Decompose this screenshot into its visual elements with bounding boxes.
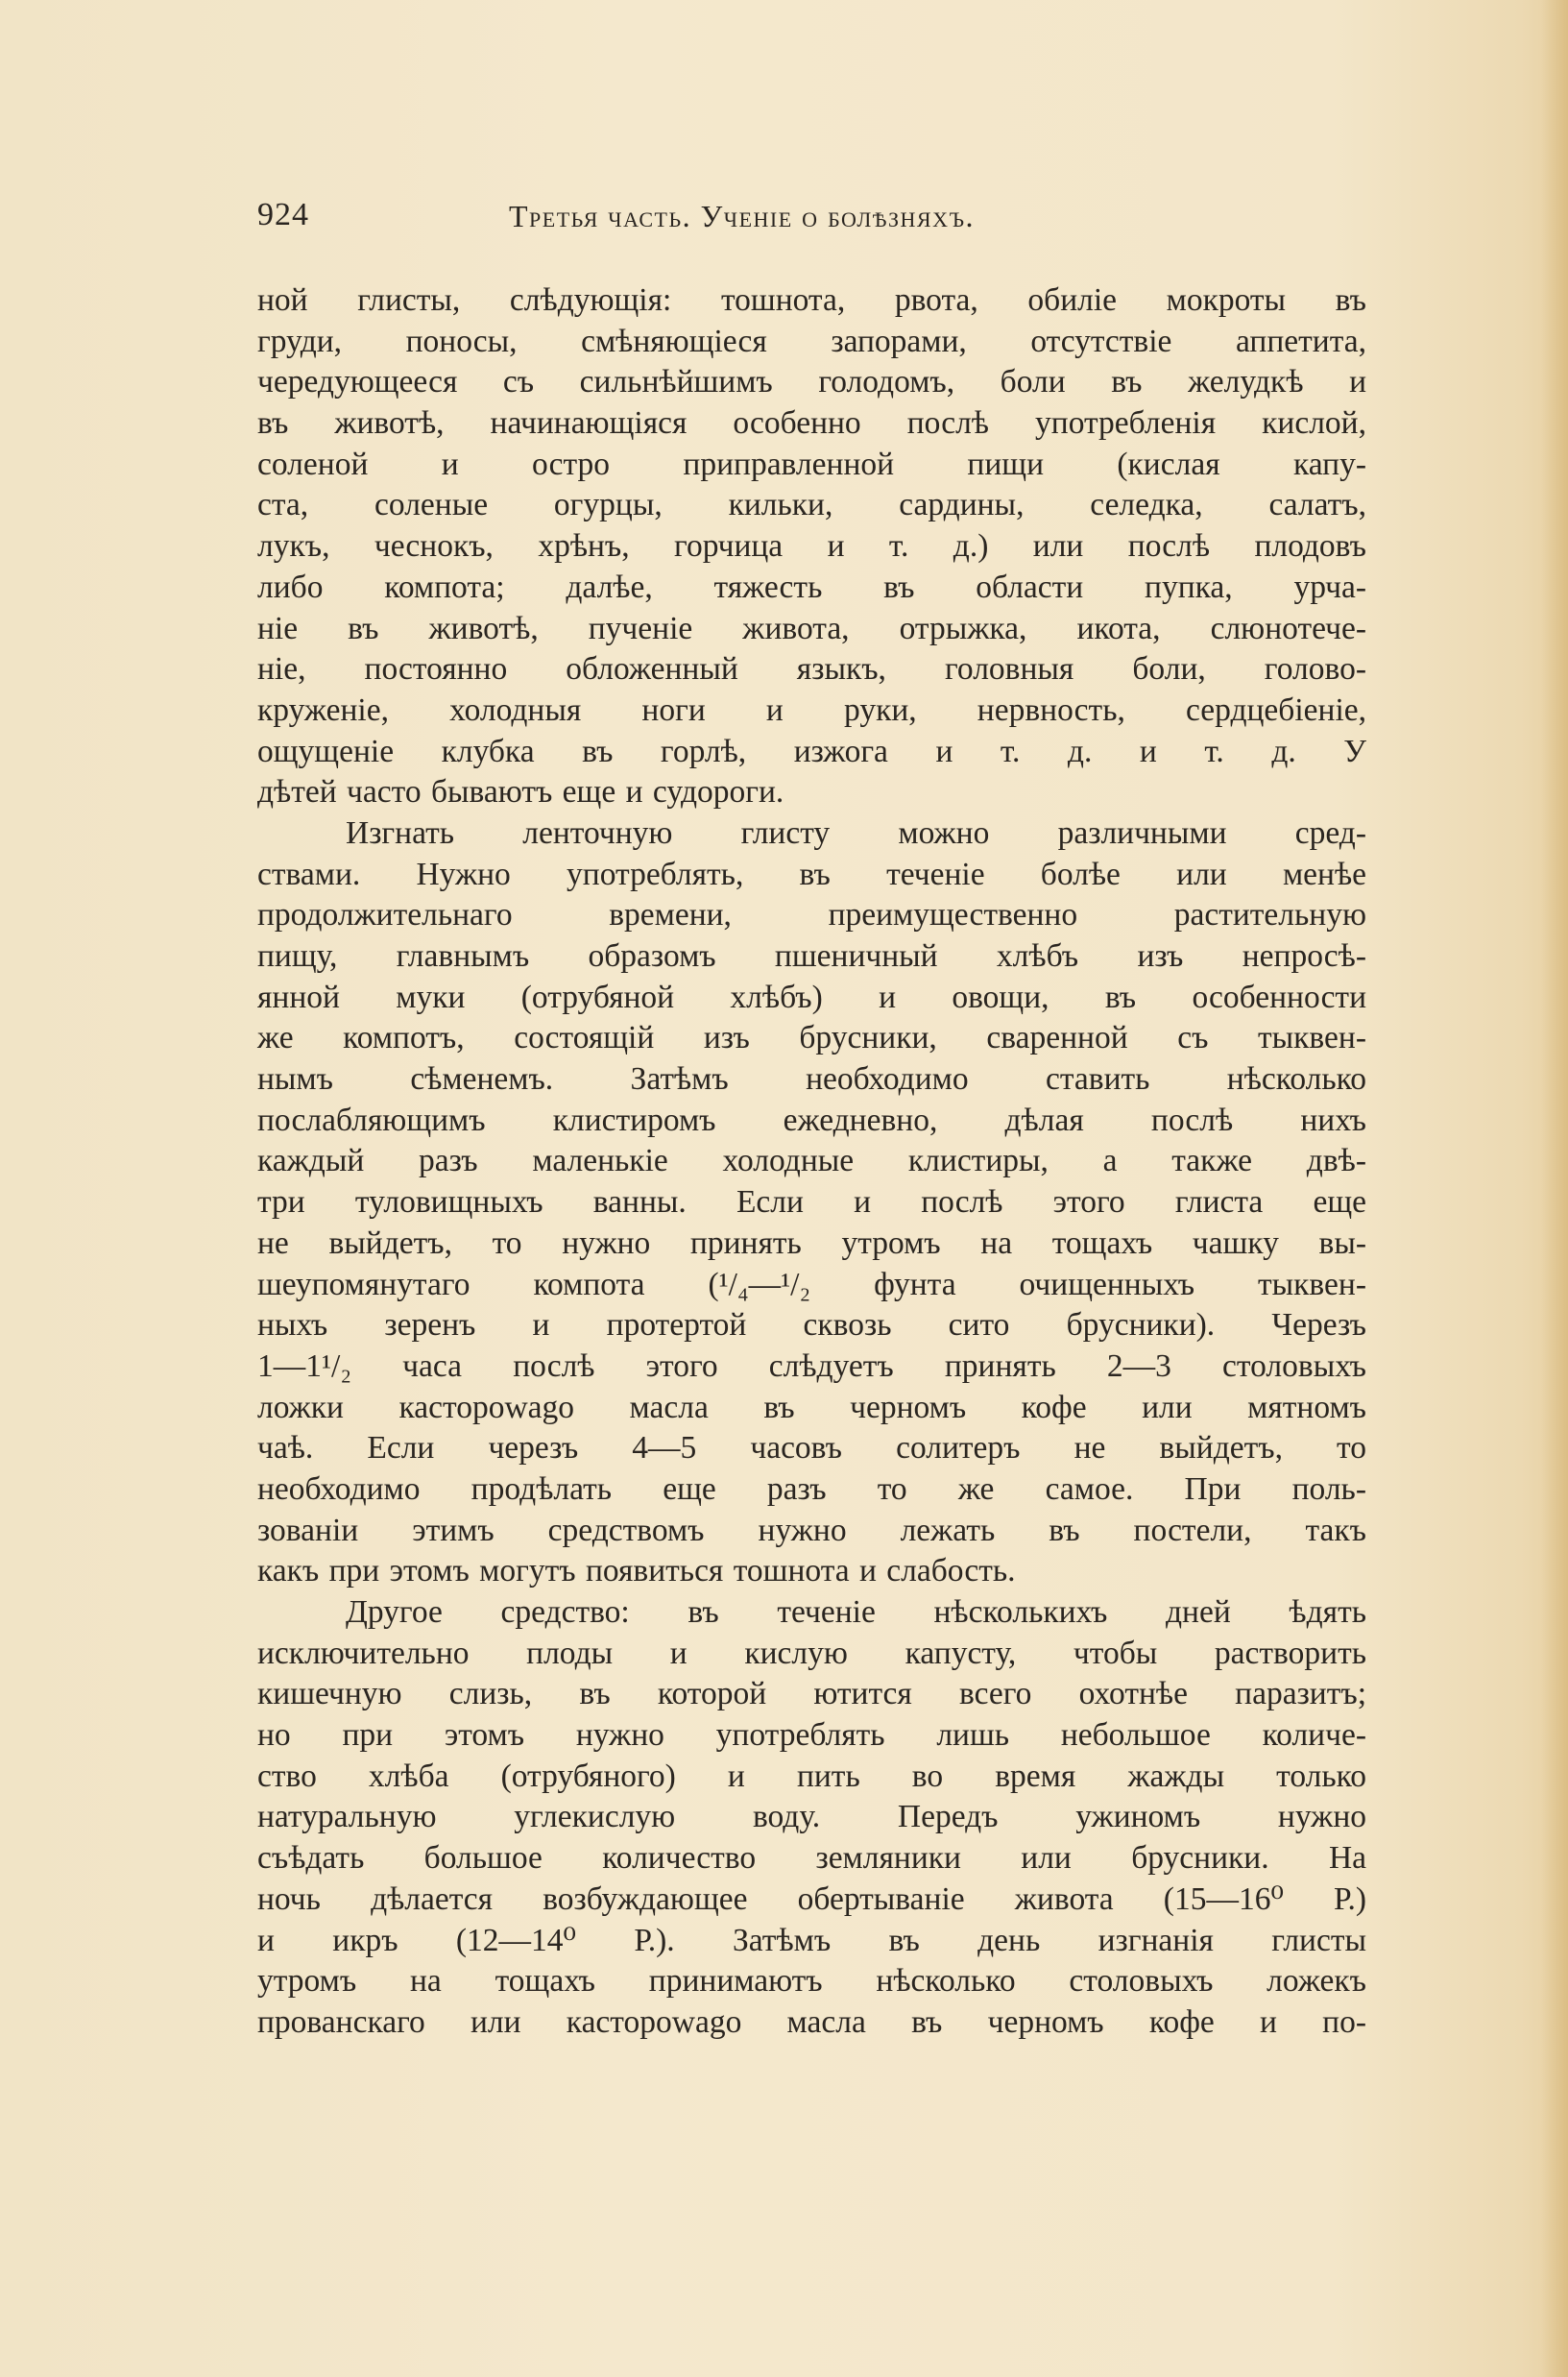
text-line: круженіе, холодныя ноги и руки, нервность, сердцебіеніе, — [257, 691, 1366, 728]
text-line: натуральную углекислую воду. Передъ ужиномъ нужно — [257, 1799, 1366, 1835]
text-line: послабляющимъ клистиромъ ежедневно, дѣлая послѣ нихъ — [257, 1102, 1366, 1138]
text-line: зованіи этимъ средствомъ нужно лежать въ постели, такъ — [257, 1512, 1366, 1548]
text-line: ныхъ зеренъ и протертой сквозь сито брусники). Черезъ — [257, 1307, 1366, 1344]
text-line: прованскаго или касторowago масла въ черномъ кофе и по- — [257, 2003, 1366, 2040]
text-line: Изгнать ленточную глисту можно различными сред- — [346, 814, 1366, 851]
text-line: шеупомянутаго компота (¹/₄—¹/₂ фунта очищенныхъ тыквен- — [257, 1266, 1366, 1302]
text-line: Другое средство: въ теченіе нѣсколькихъ дней ѣдять — [346, 1594, 1366, 1630]
text-line: продолжительнаго времени, преимущественно растительную — [257, 897, 1366, 934]
text-line: три туловищныхъ ванны. Если и послѣ этого глиста еще — [257, 1184, 1366, 1221]
text-line: необходимо продѣлать еще разъ то же самое. При поль- — [257, 1470, 1366, 1507]
text-line: либо компота; далѣе, тяжесть въ области пупка, урча- — [257, 569, 1366, 605]
text-line: ной глисты, слѣдующія: тошнота, рвота, обиліе мокроты въ — [257, 282, 1366, 318]
text-line: ста, соленые огурцы, кильки, сардины, селедка, салатъ, — [257, 487, 1366, 523]
text-line: ложки касторowago масла въ черномъ кофе или мятномъ — [257, 1389, 1366, 1425]
text-line: ночь дѣлается возбуждающее обертываніе живота (15—16⁰ Р.) — [257, 1880, 1366, 1917]
text-line: какъ при этомъ могутъ появиться тошнота и слабость. — [257, 1553, 1016, 1589]
page-edge-shadow — [1541, 0, 1568, 2377]
text-line: же компотъ, состоящій изъ брусники, сваренной съ тыквен- — [257, 1020, 1366, 1056]
text-line: кишечную слизь, въ которой ютится всего охотнѣе паразитъ; — [257, 1676, 1366, 1712]
text-line: чаѣ. Если черезъ 4—5 часовъ солитеръ не выйдетъ, то — [257, 1430, 1366, 1467]
body-text — [257, 280, 1366, 2044]
text-line: но при этомъ нужно употреблять лишь небольшое количе- — [257, 1717, 1366, 1754]
page-number: 924 — [257, 197, 309, 232]
text-line: груди, поносы, смѣняющіеся запорами, отсутствіе аппетита, — [257, 323, 1366, 359]
text-line: каждый разъ маленькіе холодные клистиры, а также двѣ- — [257, 1143, 1366, 1179]
text-line: съѣдать большое количество земляники или брусники. На — [257, 1840, 1366, 1877]
text-line: ніе, постоянно обложенный языкъ, головныя боли, голово- — [257, 651, 1366, 688]
text-line: лукъ, чеснокъ, хрѣнъ, горчица и т. д.) или послѣ плодовъ — [257, 528, 1366, 565]
text-line: пищу, главнымъ образомъ пшеничный хлѣбъ изъ непросѣ- — [257, 938, 1366, 974]
text-line: утромъ на тощахъ принимаютъ нѣсколько столовыхъ ложекъ — [257, 1963, 1366, 2000]
text-line: ство хлѣба (отрубяного) и пить во время жажды только — [257, 1758, 1366, 1794]
text-line: исключительно плоды и кислую капусту, чтобы растворить — [257, 1635, 1366, 1671]
text-line: не выйдетъ, то нужно принять утромъ на тощахъ чашку вы- — [257, 1225, 1366, 1261]
text-line: ніе въ животѣ, пученіе живота, отрыжка, икота, слюнотече- — [257, 610, 1366, 646]
text-line: нымъ сѣменемъ. Затѣмъ необходимо ставить нѣсколько — [257, 1061, 1366, 1098]
text-line: ствами. Нужно употреблять, въ теченіе болѣе или менѣе — [257, 856, 1366, 892]
text-line: чередующееся съ сильнѣйшимъ голодомъ, боли въ желудкѣ и — [257, 364, 1366, 400]
page-header — [257, 197, 1366, 245]
running-head: Третья часть. Ученіе о болѣзняхъ. — [509, 199, 976, 233]
text-line: ощущеніе клубка въ горлѣ, изжога и т. д. и т. д. У — [257, 733, 1366, 769]
text-line: и икръ (12—14⁰ Р.). Затѣмъ въ день изгнанія глисты — [257, 1922, 1366, 1958]
text-line: дѣтей часто бываютъ еще и судороги. — [257, 774, 784, 811]
text-line: въ животѣ, начинающіяся особенно послѣ употребленія кислой, — [257, 405, 1366, 442]
text-line: соленой и остро приправленной пищи (кислая капу- — [257, 446, 1366, 482]
text-line: янной муки (отрубяной хлѣбъ) и овощи, въ особенности — [257, 979, 1366, 1015]
text-line: 1—1¹/₂ часа послѣ этого слѣдуетъ принять 2—3 столовыхъ — [257, 1347, 1366, 1384]
